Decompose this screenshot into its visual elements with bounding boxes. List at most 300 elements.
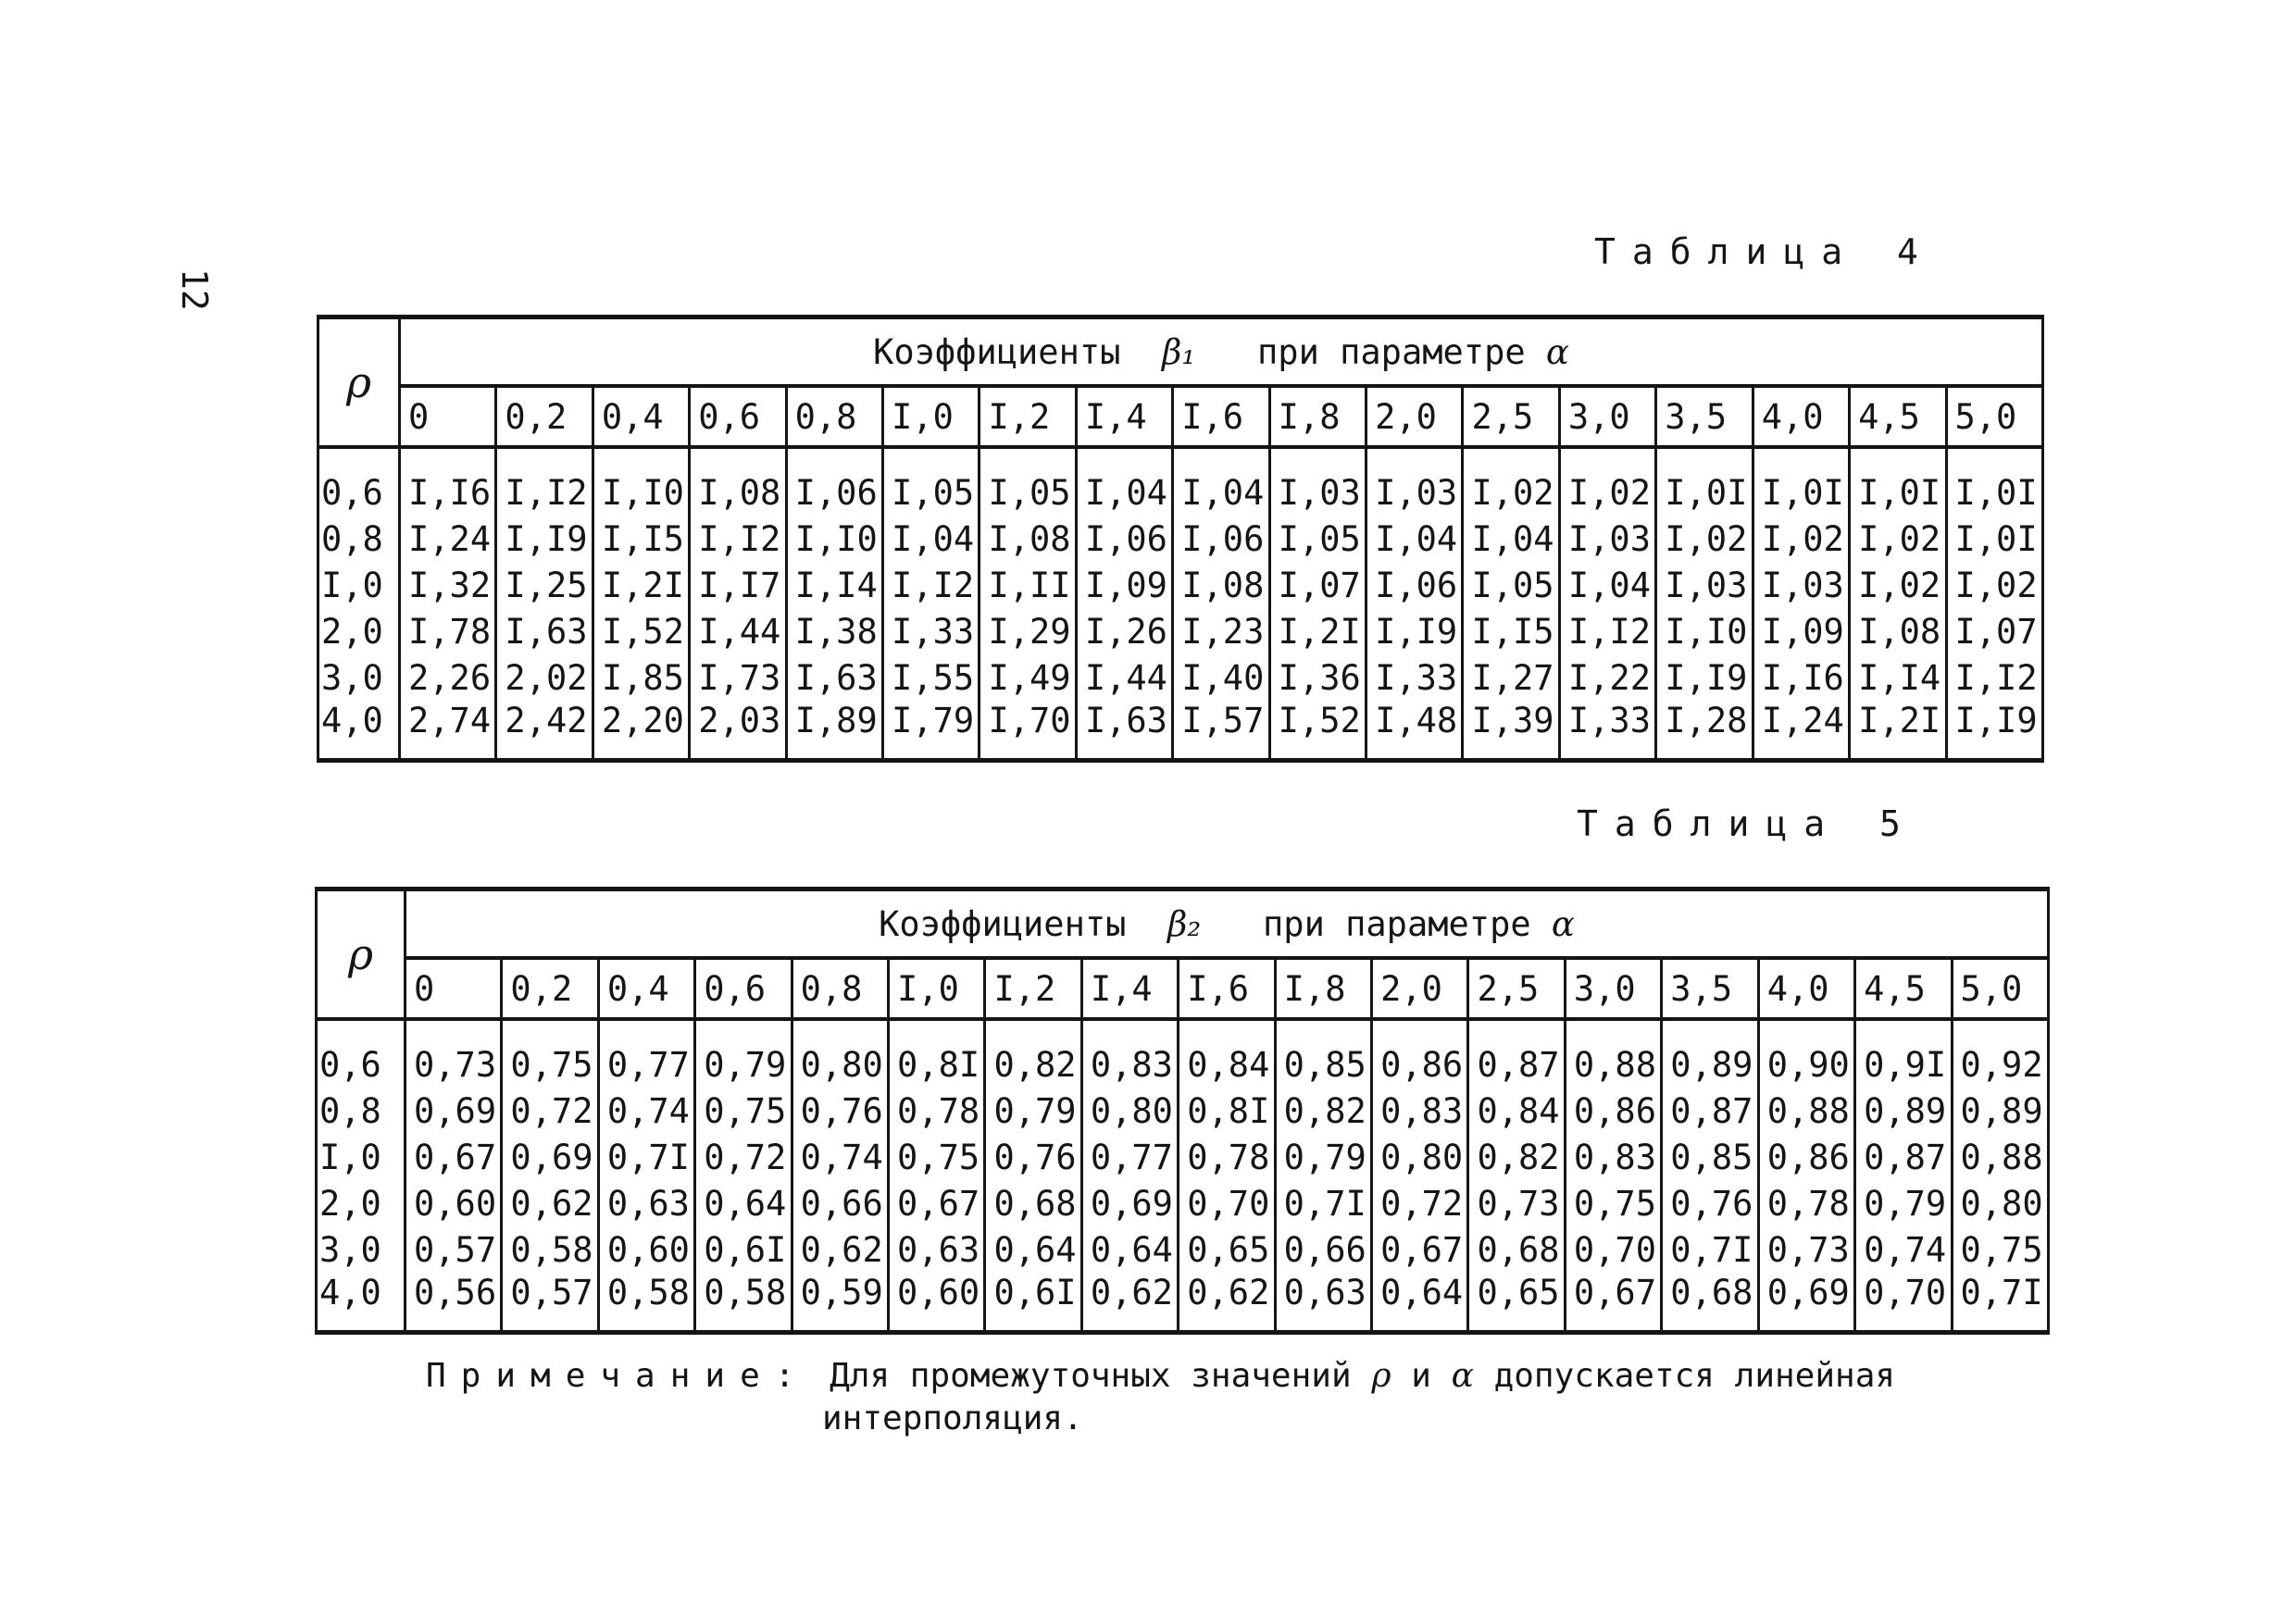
table4-coefficient-cell: I,0I bbox=[1850, 469, 1946, 516]
table5-coefficient-cell: 0,89 bbox=[1952, 1088, 2049, 1134]
table4-coefficient-cell: I,89 bbox=[786, 701, 882, 761]
table4-coefficient-cell: I,23 bbox=[1173, 608, 1269, 654]
table4-coefficient-cell: I,79 bbox=[883, 701, 980, 761]
table4-coefficient-cell: I,38 bbox=[786, 608, 882, 654]
table5-coefficient-cell: 0,89 bbox=[1855, 1088, 1952, 1134]
table4-coefficient-cell: I,06 bbox=[1173, 516, 1269, 562]
table4-alpha-header: 2,0 bbox=[1366, 386, 1463, 447]
table5-spacer-cell bbox=[1565, 1019, 1661, 1041]
table4-coefficient-cell: I,26 bbox=[1076, 608, 1172, 654]
table4-coefficient-cell: I,78 bbox=[400, 608, 496, 654]
table5-coefficient-cell: 0,60 bbox=[598, 1226, 694, 1273]
table5-coefficient-cell: 0,75 bbox=[1565, 1180, 1661, 1226]
table4-spacer-cell bbox=[400, 447, 496, 469]
table4-spacer-cell bbox=[1463, 447, 1559, 469]
table4-coefficient-cell: 2,20 bbox=[593, 701, 689, 761]
table5-caption-row bbox=[317, 889, 2049, 959]
table5-spacer-cell bbox=[889, 1019, 985, 1041]
table5-spacer-cell bbox=[1081, 1019, 1178, 1041]
table4-coefficient-cell: I,04 bbox=[1173, 469, 1269, 516]
table5-coefficient-cell: 0,75 bbox=[695, 1088, 792, 1134]
table4-caption-row bbox=[318, 317, 2043, 387]
page-number: 12 bbox=[174, 268, 215, 311]
table5-coefficient-cell: 0,76 bbox=[1662, 1180, 1758, 1226]
table5-spacer-cell bbox=[1855, 1019, 1952, 1041]
table5-rho-value: 2,0 bbox=[317, 1180, 406, 1226]
table4-coefficient-cell: I,02 bbox=[1656, 516, 1753, 562]
note-label: Примечание: bbox=[426, 1357, 810, 1395]
table5-coefficient-cell: 0,79 bbox=[695, 1041, 792, 1088]
table5-coefficient-cell: 0,84 bbox=[1468, 1088, 1565, 1134]
table4-coefficient-cell: I,0I bbox=[1753, 469, 1849, 516]
table5-coefficient-cell: 0,72 bbox=[695, 1134, 792, 1180]
table4-coefficient-cell: I,I9 bbox=[1946, 701, 2043, 761]
table4-coefficient-cell: I,I4 bbox=[1850, 654, 1946, 701]
table5-title: Таблица 5 bbox=[1577, 803, 1917, 844]
table4-coefficient-cell: I,25 bbox=[496, 562, 593, 608]
table4-coefficient-cell: I,I2 bbox=[1559, 608, 1655, 654]
table5-beta-symbol: β₂ bbox=[1167, 903, 1202, 944]
table5-coefficient-cell: 0,82 bbox=[985, 1041, 1081, 1088]
table5-coefficient-cell: 0,64 bbox=[1372, 1273, 1468, 1333]
table4-spacer-cell bbox=[1366, 447, 1463, 469]
table4-alpha-header: I,6 bbox=[1173, 386, 1269, 447]
table5-rho-header: ρ bbox=[317, 889, 406, 1020]
table5-coefficient-cell: 0,67 bbox=[1372, 1226, 1468, 1273]
table4-spacer-cell bbox=[690, 447, 786, 469]
table4-rho-value: 3,0 bbox=[318, 654, 400, 701]
table4-rho-value: 0,6 bbox=[318, 469, 400, 516]
table4-alpha-header: 4,5 bbox=[1850, 386, 1946, 447]
table5-alpha-header: 3,0 bbox=[1565, 958, 1661, 1019]
table5-alpha-header: I,2 bbox=[985, 958, 1081, 1019]
table4-rho-value: 4,0 bbox=[318, 701, 400, 761]
table4-coefficient-cell: I,02 bbox=[1559, 469, 1655, 516]
table5-spacer-cell bbox=[317, 1019, 406, 1041]
table5-coefficient-cell: 0,68 bbox=[1468, 1226, 1565, 1273]
table5-coefficient-cell: 0,7I bbox=[1662, 1226, 1758, 1273]
table4-coefficient-cell: I,04 bbox=[1463, 516, 1559, 562]
table4-coefficient-cell: I,2I bbox=[593, 562, 689, 608]
table5-coefficient-cell: 0,63 bbox=[598, 1180, 694, 1226]
table5-data-row bbox=[317, 1226, 2049, 1273]
table4-coefficient-cell: 2,02 bbox=[496, 654, 593, 701]
table4-coefficient-cell: I,08 bbox=[1173, 562, 1269, 608]
table5-rho-value: 0,6 bbox=[317, 1041, 406, 1088]
table5-spacer-cell bbox=[1372, 1019, 1468, 1041]
table5-coefficient-cell: 0,86 bbox=[1372, 1041, 1468, 1088]
table4-coefficient-cell: I,03 bbox=[1559, 516, 1655, 562]
table5-spacer-cell bbox=[792, 1019, 888, 1041]
table4-spacer-cell bbox=[980, 447, 1076, 469]
table4-coefficient-cell: I,06 bbox=[786, 469, 882, 516]
table5-coefficient-cell: 0,75 bbox=[1952, 1226, 2049, 1273]
table5-coefficient-cell: 0,7I bbox=[598, 1134, 694, 1180]
table5-spacer-cell bbox=[695, 1019, 792, 1041]
table5-data-row bbox=[317, 1134, 2049, 1180]
table5-coefficient-cell: 0,77 bbox=[598, 1041, 694, 1088]
table4-spacer-row bbox=[318, 447, 2043, 469]
table4-alpha-header: I,4 bbox=[1076, 386, 1172, 447]
table4-data-row bbox=[318, 608, 2043, 654]
table5-coefficient-cell: 0,67 bbox=[406, 1134, 502, 1180]
table5-coefficient-cell: 0,92 bbox=[1952, 1041, 2049, 1088]
table5-alpha-header: 0,6 bbox=[695, 958, 792, 1019]
table5-coefficient-cell: 0,8I bbox=[1179, 1088, 1275, 1134]
table5-coefficient-cell: 0,65 bbox=[1468, 1273, 1565, 1333]
table4-data-row bbox=[318, 562, 2043, 608]
table4-coefficient-cell: I,73 bbox=[690, 654, 786, 701]
table4-rho-value: 2,0 bbox=[318, 608, 400, 654]
table4-coefficient-cell: I,I2 bbox=[883, 562, 980, 608]
table5-coefficient-cell: 0,69 bbox=[406, 1088, 502, 1134]
table4-rho-header: ρ bbox=[318, 317, 400, 448]
table4-alpha-header-row bbox=[318, 386, 2043, 447]
table5-alpha-header: I,8 bbox=[1275, 958, 1371, 1019]
table5-coefficient-cell: 0,58 bbox=[598, 1273, 694, 1333]
note-text-part2: допускается линейная bbox=[1493, 1357, 1896, 1395]
table4-alpha-header: 0,8 bbox=[786, 386, 882, 447]
table5-coefficient-cell: 0,58 bbox=[695, 1273, 792, 1333]
table4-coefficient-cell: I,05 bbox=[980, 469, 1076, 516]
table4-coefficient-cell: I,04 bbox=[1559, 562, 1655, 608]
table5-coefficient-cell: 0,75 bbox=[502, 1041, 598, 1088]
table4-alpha-header: 0 bbox=[400, 386, 496, 447]
table4-coefficient-cell: I,I6 bbox=[400, 469, 496, 516]
table4-coefficient-cell: I,2I bbox=[1850, 701, 1946, 761]
table4-alpha-header: 0,6 bbox=[690, 386, 786, 447]
table5-coefficient-cell: 0,66 bbox=[1275, 1226, 1371, 1273]
table4-coefficient-cell: I,I5 bbox=[1463, 608, 1559, 654]
table5-coefficient-cell: 0,82 bbox=[1468, 1134, 1565, 1180]
table4-caption-suffix: при параметре bbox=[1257, 331, 1526, 372]
table5-coefficient-cell: 0,64 bbox=[985, 1226, 1081, 1273]
note-rho-symbol: ρ bbox=[1371, 1357, 1391, 1395]
table4-coefficient-cell: I,85 bbox=[593, 654, 689, 701]
table4-coefficient-cell: 2,42 bbox=[496, 701, 593, 761]
table4-coefficient-cell: I,2I bbox=[1269, 608, 1366, 654]
table4-coefficient-cell: I,63 bbox=[786, 654, 882, 701]
table5-data-row bbox=[317, 1088, 2049, 1134]
table5-coefficient-cell: 0,80 bbox=[1952, 1180, 2049, 1226]
table4-coefficient-cell: I,55 bbox=[883, 654, 980, 701]
table5-coefficient-cell: 0,7I bbox=[1952, 1273, 2049, 1333]
table4-spacer-cell bbox=[1753, 447, 1849, 469]
table5-coefficient-cell: 0,58 bbox=[502, 1226, 598, 1273]
table4-alpha-symbol: α bbox=[1545, 331, 1569, 372]
table4-spacer-cell bbox=[1173, 447, 1269, 469]
table4-coefficient-cell: I,52 bbox=[593, 608, 689, 654]
table5-alpha-header: I,4 bbox=[1081, 958, 1178, 1019]
table4-coefficient-cell: I,08 bbox=[690, 469, 786, 516]
table4-alpha-header: 3,5 bbox=[1656, 386, 1753, 447]
table5-spacer-cell bbox=[1275, 1019, 1371, 1041]
table5-alpha-header: 0,2 bbox=[502, 958, 598, 1019]
table4-coefficient-cell: I,63 bbox=[1076, 701, 1172, 761]
table4-coefficient-cell: I,22 bbox=[1559, 654, 1655, 701]
table5-coefficient-cell: 0,79 bbox=[985, 1088, 1081, 1134]
note-text-part1: Для промежуточных значений bbox=[830, 1357, 1352, 1395]
table5-coefficient-cell: 0,57 bbox=[502, 1273, 598, 1333]
table5-coefficient-cell: 0,85 bbox=[1275, 1041, 1371, 1088]
table4-coefficient-cell: I,33 bbox=[883, 608, 980, 654]
table4-coefficient-cell: I,08 bbox=[980, 516, 1076, 562]
table5-coefficient-cell: 0,68 bbox=[985, 1180, 1081, 1226]
table4-coefficient-cell: 2,26 bbox=[400, 654, 496, 701]
table4-alpha-header: 2,5 bbox=[1463, 386, 1559, 447]
table4-coefficient-cell: I,33 bbox=[1559, 701, 1655, 761]
table5-coefficient-cell: 0,83 bbox=[1372, 1088, 1468, 1134]
table5-coefficient-cell: 0,70 bbox=[1179, 1180, 1275, 1226]
table4-coefficient-cell: I,07 bbox=[1946, 608, 2043, 654]
table5-coefficient-cell: 0,60 bbox=[406, 1180, 502, 1226]
table4-coefficient-cell: I,08 bbox=[1850, 608, 1946, 654]
table4-coefficient-cell: I,I2 bbox=[690, 516, 786, 562]
table5-coefficient-cell: 0,70 bbox=[1565, 1226, 1661, 1273]
table4-coefficient-cell: I,I0 bbox=[1656, 608, 1753, 654]
table4-data-row bbox=[318, 654, 2043, 701]
table4-rho-value: I,0 bbox=[318, 562, 400, 608]
table4-coefficient-cell: I,04 bbox=[1076, 469, 1172, 516]
table4-coefficient-cell: I,05 bbox=[1269, 516, 1366, 562]
table4-coefficient-cell: I,0I bbox=[1656, 469, 1753, 516]
table4-coefficient-cell: I,I0 bbox=[593, 469, 689, 516]
table4-coefficient-cell: I,27 bbox=[1463, 654, 1559, 701]
table4-spacer-cell bbox=[1656, 447, 1753, 469]
table4-coefficient-cell: I,06 bbox=[1076, 516, 1172, 562]
table4-alpha-header: 5,0 bbox=[1946, 386, 2043, 447]
table5-alpha-header: 4,5 bbox=[1855, 958, 1952, 1019]
table4-spacer-cell bbox=[883, 447, 980, 469]
table5-coefficient-cell: 0,75 bbox=[889, 1134, 985, 1180]
table4-coefficient-cell: I,40 bbox=[1173, 654, 1269, 701]
table4-coefficient-cell: I,32 bbox=[400, 562, 496, 608]
table5-rho-value: 3,0 bbox=[317, 1226, 406, 1273]
table4-caption bbox=[400, 317, 2043, 387]
table5-coefficient-cell: 0,73 bbox=[406, 1041, 502, 1088]
table5-spacer-row bbox=[317, 1019, 2049, 1041]
table5-spacer-cell bbox=[598, 1019, 694, 1041]
table4-alpha-header: I,0 bbox=[883, 386, 980, 447]
table4-coefficient-cell: I,57 bbox=[1173, 701, 1269, 761]
table5-coefficient-cell: 0,86 bbox=[1758, 1134, 1854, 1180]
table4-coefficient-cell: I,04 bbox=[883, 516, 980, 562]
table4-alpha-header: 4,0 bbox=[1753, 386, 1849, 447]
table4-coefficient-cell: I,I2 bbox=[496, 469, 593, 516]
table4-coefficient-cell: I,I6 bbox=[1753, 654, 1849, 701]
table4-coefficient-cell: I,I9 bbox=[1366, 608, 1463, 654]
table5-coefficient-cell: 0,7I bbox=[1275, 1180, 1371, 1226]
table4-coefficient-cell: I,I9 bbox=[1656, 654, 1753, 701]
table5-coefficient-cell: 0,62 bbox=[1179, 1273, 1275, 1333]
note-text-line2: интерполяция. bbox=[822, 1399, 1083, 1437]
table5-data-row bbox=[317, 1273, 2049, 1333]
table5-coefficient-cell: 0,83 bbox=[1081, 1041, 1178, 1088]
table5-coefficient-cell: 0,56 bbox=[406, 1273, 502, 1333]
table4-coefficient-cell: I,28 bbox=[1656, 701, 1753, 761]
table4-coefficient-cell: I,03 bbox=[1656, 562, 1753, 608]
table4-coefficient-cell: I,03 bbox=[1753, 562, 1849, 608]
table4-data-row bbox=[318, 469, 2043, 516]
table5-coefficient-cell: 0,62 bbox=[792, 1226, 888, 1273]
table4-coefficient-cell: I,63 bbox=[496, 608, 593, 654]
table5-coefficient-cell: 0,68 bbox=[1662, 1273, 1758, 1333]
table5-rho-value: I,0 bbox=[317, 1134, 406, 1180]
table5-coefficient-cell: 0,72 bbox=[1372, 1180, 1468, 1226]
table4-data-row bbox=[318, 701, 2043, 761]
table5-coefficient-cell: 0,88 bbox=[1952, 1134, 2049, 1180]
table5-alpha-header: 0,4 bbox=[598, 958, 694, 1019]
table4-spacer-cell bbox=[1850, 447, 1946, 469]
table5-coefficient-cell: 0,62 bbox=[502, 1180, 598, 1226]
table4-coefficient-cell: I,03 bbox=[1269, 469, 1366, 516]
table4-coefficient-cell: I,09 bbox=[1753, 608, 1849, 654]
table4-coefficient-cell: I,02 bbox=[1946, 562, 2043, 608]
table4-coefficient-cell: I,52 bbox=[1269, 701, 1366, 761]
table4-coefficient-cell: I,II bbox=[980, 562, 1076, 608]
table4-coefficient-cell: 2,03 bbox=[690, 701, 786, 761]
table4-coefficient-cell: I,I7 bbox=[690, 562, 786, 608]
table5-beta2 bbox=[315, 887, 2050, 1335]
table5-coefficient-cell: 0,78 bbox=[1179, 1134, 1275, 1180]
table5-alpha-header: 0 bbox=[406, 958, 502, 1019]
table4-coefficient-cell: I,05 bbox=[883, 469, 980, 516]
table5-coefficient-cell: 0,74 bbox=[598, 1088, 694, 1134]
table5-alpha-symbol: α bbox=[1551, 903, 1575, 944]
table4-coefficient-cell: I,48 bbox=[1366, 701, 1463, 761]
table5-spacer-cell bbox=[1468, 1019, 1565, 1041]
table5-coefficient-cell: 0,80 bbox=[792, 1041, 888, 1088]
table4-coefficient-cell: I,I0 bbox=[786, 516, 882, 562]
table5-coefficient-cell: 0,77 bbox=[1081, 1134, 1178, 1180]
table4-coefficient-cell: I,02 bbox=[1850, 516, 1946, 562]
table4-coefficient-cell: I,02 bbox=[1753, 516, 1849, 562]
table5-coefficient-cell: 0,65 bbox=[1179, 1226, 1275, 1273]
table5-coefficient-cell: 0,63 bbox=[1275, 1273, 1371, 1333]
table4-coefficient-cell: I,02 bbox=[1463, 469, 1559, 516]
table4-alpha-header: 3,0 bbox=[1559, 386, 1655, 447]
table4-coefficient-cell: I,36 bbox=[1269, 654, 1366, 701]
table5-data-row bbox=[317, 1180, 2049, 1226]
table4-coefficient-cell: I,02 bbox=[1850, 562, 1946, 608]
table5-coefficient-cell: 0,62 bbox=[1081, 1273, 1178, 1333]
table4-coefficient-cell: I,I2 bbox=[1946, 654, 2043, 701]
table5-coefficient-cell: 0,89 bbox=[1662, 1041, 1758, 1088]
table5-coefficient-cell: 0,83 bbox=[1565, 1134, 1661, 1180]
table5-coefficient-cell: 0,70 bbox=[1855, 1273, 1952, 1333]
table5-coefficient-cell: 0,76 bbox=[792, 1088, 888, 1134]
table5-coefficient-cell: 0,79 bbox=[1855, 1180, 1952, 1226]
table5-alpha-header: 3,5 bbox=[1662, 958, 1758, 1019]
table5-alpha-header: 5,0 bbox=[1952, 958, 2049, 1019]
table5-coefficient-cell: 0,80 bbox=[1081, 1088, 1178, 1134]
table4-spacer-cell bbox=[1559, 447, 1655, 469]
table5-coefficient-cell: 0,63 bbox=[889, 1226, 985, 1273]
table4-title: Таблица 4 bbox=[1594, 231, 1935, 272]
table5-coefficient-cell: 0,80 bbox=[1372, 1134, 1468, 1180]
table5-coefficient-cell: 0,82 bbox=[1275, 1088, 1371, 1134]
table5-coefficient-cell: 0,59 bbox=[792, 1273, 888, 1333]
table4-coefficient-cell: I,0I bbox=[1946, 516, 2043, 562]
table4-coefficient-cell: I,24 bbox=[400, 516, 496, 562]
note-conjunction: и bbox=[1411, 1357, 1431, 1395]
table5-coefficient-cell: 0,87 bbox=[1662, 1088, 1758, 1134]
table5-coefficient-cell: 0,74 bbox=[1855, 1226, 1952, 1273]
table4-coefficient-cell: 2,74 bbox=[400, 701, 496, 761]
note-alpha-symbol: α bbox=[1451, 1357, 1474, 1395]
table5-data-row bbox=[317, 1041, 2049, 1088]
table5-coefficient-cell: 0,67 bbox=[1565, 1273, 1661, 1333]
table4-coefficient-cell: I,I4 bbox=[786, 562, 882, 608]
table4-coefficient-cell: I,09 bbox=[1076, 562, 1172, 608]
table4-data-row bbox=[318, 516, 2043, 562]
table4-coefficient-cell: I,29 bbox=[980, 608, 1076, 654]
table4-alpha-header: I,8 bbox=[1269, 386, 1366, 447]
table5-rho-value: 0,8 bbox=[317, 1088, 406, 1134]
note bbox=[426, 1355, 2055, 1440]
table5-coefficient-cell: 0,67 bbox=[889, 1180, 985, 1226]
table5-coefficient-cell: 0,60 bbox=[889, 1273, 985, 1333]
table5-coefficient-cell: 0,78 bbox=[1758, 1180, 1854, 1226]
table5-spacer-cell bbox=[1662, 1019, 1758, 1041]
table4-coefficient-cell: I,03 bbox=[1366, 469, 1463, 516]
table5-caption-suffix: при параметре bbox=[1263, 903, 1531, 944]
table4-alpha-header: 0,4 bbox=[593, 386, 689, 447]
table5-spacer-cell bbox=[1179, 1019, 1275, 1041]
table5-coefficient-cell: 0,84 bbox=[1179, 1041, 1275, 1088]
table4-rho-value: 0,8 bbox=[318, 516, 400, 562]
table4-coefficient-cell: I,24 bbox=[1753, 701, 1849, 761]
table4-beta1 bbox=[317, 315, 2044, 763]
table5-alpha-header: 0,8 bbox=[792, 958, 888, 1019]
table4-coefficient-cell: I,0I bbox=[1946, 469, 2043, 516]
table4-coefficient-cell: I,44 bbox=[690, 608, 786, 654]
table4-spacer-cell bbox=[1946, 447, 2043, 469]
table5-coefficient-cell: 0,88 bbox=[1758, 1088, 1854, 1134]
table5-spacer-cell bbox=[985, 1019, 1081, 1041]
table4-coefficient-cell: I,04 bbox=[1366, 516, 1463, 562]
table5-coefficient-cell: 0,69 bbox=[1081, 1180, 1178, 1226]
table5-alpha-header-row bbox=[317, 958, 2049, 1019]
table5-coefficient-cell: 0,79 bbox=[1275, 1134, 1371, 1180]
table4-spacer-cell bbox=[1269, 447, 1366, 469]
table4-spacer-cell bbox=[496, 447, 593, 469]
table5-coefficient-cell: 0,66 bbox=[792, 1180, 888, 1226]
table5-spacer-cell bbox=[406, 1019, 502, 1041]
table5-rho-value: 4,0 bbox=[317, 1273, 406, 1333]
table5-coefficient-cell: 0,78 bbox=[889, 1088, 985, 1134]
table4-coefficient-cell: I,33 bbox=[1366, 654, 1463, 701]
table5-spacer-cell bbox=[1758, 1019, 1854, 1041]
table5-coefficient-cell: 0,87 bbox=[1468, 1041, 1565, 1088]
table5-spacer-cell bbox=[502, 1019, 598, 1041]
table5-coefficient-cell: 0,72 bbox=[502, 1088, 598, 1134]
table5-alpha-header: I,6 bbox=[1179, 958, 1275, 1019]
table4-alpha-header: I,2 bbox=[980, 386, 1076, 447]
table5-coefficient-cell: 0,9I bbox=[1855, 1041, 1952, 1088]
table4-coefficient-cell: I,39 bbox=[1463, 701, 1559, 761]
table4-alpha-header: 0,2 bbox=[496, 386, 593, 447]
table5-coefficient-cell: 0,57 bbox=[406, 1226, 502, 1273]
table5-coefficient-cell: 0,87 bbox=[1855, 1134, 1952, 1180]
table5-alpha-header: 2,5 bbox=[1468, 958, 1565, 1019]
table5-caption-text: Коэффициенты bbox=[879, 903, 1127, 944]
table4-coefficient-cell: I,05 bbox=[1463, 562, 1559, 608]
table5-coefficient-cell: 0,86 bbox=[1565, 1088, 1661, 1134]
table5-caption bbox=[406, 889, 2049, 959]
table5-spacer-cell bbox=[1952, 1019, 2049, 1041]
table4-spacer-cell bbox=[786, 447, 882, 469]
